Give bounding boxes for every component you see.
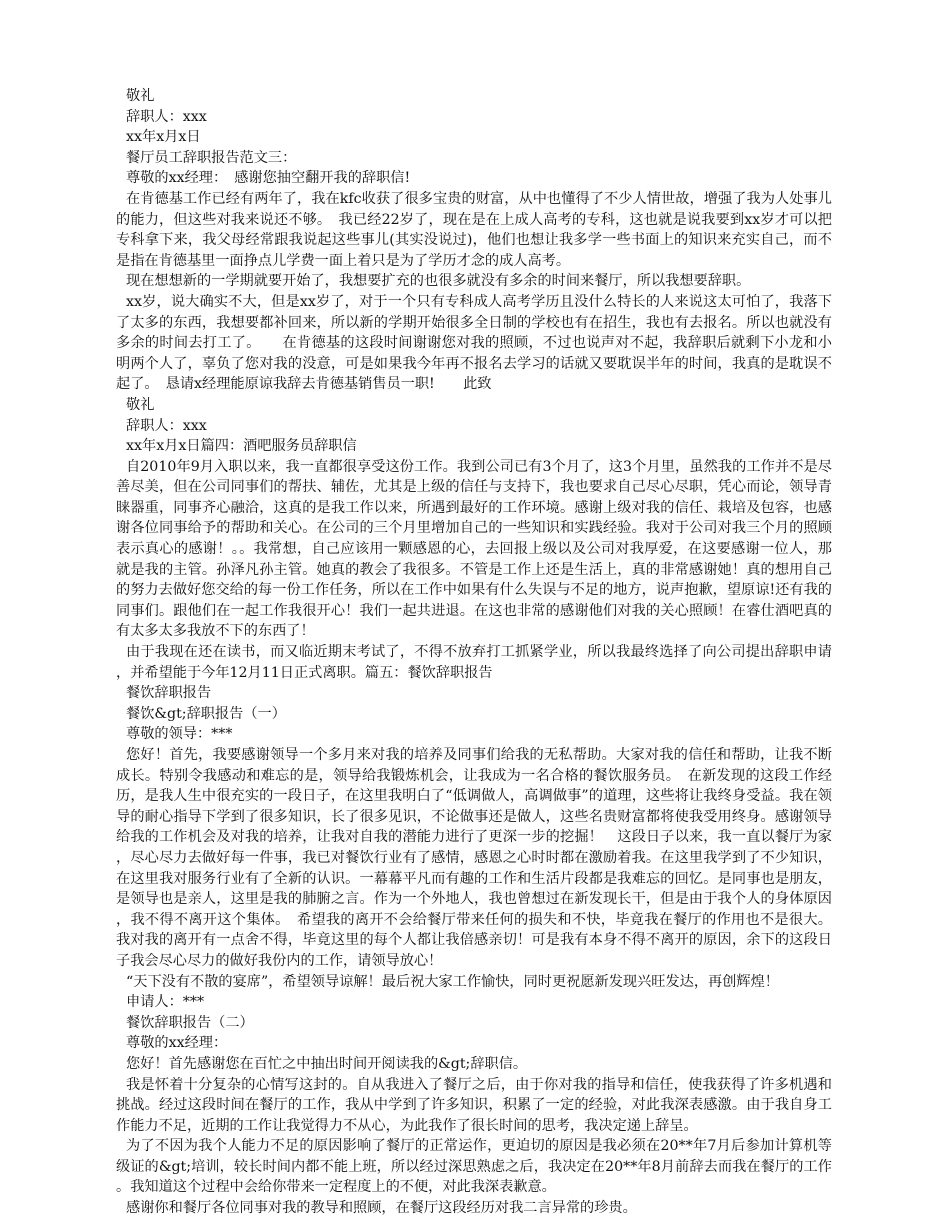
salutation: 尊敬的xx经理： — [126, 1035, 228, 1052]
body-paragraph: 您好！首先，我要感谢领导一个多月来对我的培养及同事们给我的无私帮助。大家对我的信任和帮助，让我不断成长。特别令我感动和难忘的是，领导给我锻炼机会，让我成为一名合格的餐饮服务员。 在新发现的这段工作经历，是我人生中很充实的一段日子，在这里我明白了“低调做人，高调做事”的道理，这些将让我终身受益。我在领导的耐心指导下学到了很多知识，长了很多见识，不论做事还是做人，这些名贵财富都将使我受用终身。感谢领导给我的工作机会及对我的培养，让我对自我的潜能力进行了更深一步的挖掘！ 这段日子以来，我一直以餐厅为家，尽心尽力去做好每一件事，我已对餐饮行业有了感情，感恩之心时时都在激励着我。在这里我学到了不少知识，在这里我对服务行业有了全新的认识。一幕幕平凡而有趣的工作和生活片段都是我难忘的回忆。是同事也是朋友，是领导也是亲人，这里是我的肺腑之言。作为一个外地人，我也曾想过在新发现长干，但是由于我个人的身体原因，我不得不离开这个集体。 希望我的离开不会给餐厅带来任何的损失和不快，毕竟我在餐厅的作用也不是很大。我对我的离开有一点舍不得，毕竟这里的每个人都让我倍感亲切！可是我有本身不得不离开的原因，余下的这段日子我会尽心尽力的做好我份内的工作，请领导放心！ — [116, 747, 832, 969]
salutation: 尊敬的xx经理： 感谢您抽空翻开我的辞职信! — [126, 170, 411, 187]
report-subtitle: 餐饮&gt;辞职报告（一） — [126, 705, 286, 722]
body-paragraph-last: 感谢你和餐厅各位同事对我的教导和照顾，在餐厅这段经历对我二言异常的珍贵。 — [126, 1200, 637, 1217]
signature-applicant: 申请人：*** — [126, 994, 205, 1011]
section-heading: 餐厅员工辞职报告范文三： — [126, 149, 297, 166]
closing-paragraph: “天下没有不散的宴席”，希望领导谅解！最后祝大家工作愉快，同时更祝愿新发现兴旺发达，再创辉煌！ — [126, 973, 779, 990]
signature-resigner: 辞职人：xxx — [126, 417, 207, 434]
body-paragraph: 在肯德基工作已经有两年了，我在kfc收获了很多宝贵的财富，从中也懂得了不少人情世故，增强了我为人处事儿的能力，但这些对我来说还不够。 我已经22岁了，现在是在上成人高考的专科，这也就是说我要到xx岁才可以把专科拿下来，我父母经常跟我说起这些事儿(其实没说过)，他们也想让我多学一些书面上的知识来充实自己，而不是指在肯德基里一面挣点儿学费一面上着只是为了学历才念的成人高考。 — [116, 190, 832, 269]
date-line: xx年x月x日 — [126, 129, 201, 146]
body-paragraph: 由于我现在还在读书，而又临近期末考试了，不得不放弃打工抓紧学业，所以我最终选择了向公司提出辞职申请，并希望能于今年12月11日正式离职。篇五：餐饮辞职报告 — [116, 644, 832, 681]
date-and-section-heading: xx年x月x日篇四：酒吧服务员辞职信 — [126, 438, 357, 455]
report-subtitle: 餐饮辞职报告（二） — [126, 1014, 254, 1031]
body-paragraph: 现在想想新的一学期就要开始了，我想要扩充的也很多就没有多余的时间来餐厅，所以我想要辞职。 — [126, 273, 751, 290]
signature-resigner: 辞职人：xxx — [126, 108, 207, 125]
closing-salute: 敬礼 — [126, 396, 155, 413]
body-paragraph: xx岁，说大确实不大，但是xx岁了，对于一个只有专科成人高考学历且没什么特长的人来说这太可怕了，我落下了太多的东西，我想要都补回来，所以新的学期开始很多全日制的学校也有在招生，我也有去报名。所以也就没有多余的时间去打工了。 在肯德基的这段时间谢谢您对我的照顾，不过也说声对不起，我辞职后就剩下小龙和小明两个人了，辜负了您对我的没意，可是如果我今年再不报名去学习的话就又要耽误半年的时间，我真的是耽误不起了。 恳请x经理能原谅我辞去肯德基销售员一职! 此致 — [116, 293, 832, 393]
closing-salute: 敬礼 — [126, 88, 155, 104]
document-title: 餐饮辞职报告 — [126, 685, 212, 702]
body-paragraph: 我是怀着十分复杂的心情写这封的。自从我进入了餐厅之后，由于你对我的指导和信任，使我获得了许多机遇和挑战。经过这段时间在餐厅的工作，我从中学到了许多知识，积累了一定的经验，对此我深表感激。由于我自身工作能力不足，近期的工作让我觉得力不从心，为此我作了很长时间的思考，我决定递上辞呈。 — [116, 1076, 832, 1134]
salutation: 尊敬的领导：*** — [126, 726, 233, 743]
body-paragraph: 自2010年9月入职以来，我一直都很享受这份工作。我到公司已有3个月了，这3个月里，虽然我的工作并不是尽善尽美，但在公司同事们的帮扶、辅佐，尤其是上级的信任与支持下，我也要求自己尽心尽职，凭心而论，领导青睐器重，同事齐心融洽，这真的是我工作以来，所遇到最好的工作环境。感谢上级对我的信任、栽培及包容，也感谢各位同事给予的帮助和关心。在公司的三个月里增加自己的一些知识和实践经验。我对于公司对我三个月的照顾表示真心的感谢！。。我常想，自己应该用一颗感恩的心，去回报上级以及公司对我厚爱，在这要感谢一位人，那就是我的主管。孙泽凡孙主管。她真的教会了我很多。不管是工作上还是生活上，真的非常感谢她！真的想用自己的努力去做好您交给的每一份工作任务，所以在工作中如果有什么失误与不足的地方，说声抱歉，望原谅!还有我的同事们。跟他们在一起工作我很开心！我们一起共进退。在这也非常的感谢他们对我的关心照顾！在睿仕酒吧真的有太多太多我放不下的东西了！ — [116, 458, 832, 640]
greeting-line: 您好！首先感谢您在百忙之中抽出时间开阅读我的&gt;辞职信。 — [126, 1055, 528, 1072]
body-paragraph: 为了不因为我个人能力不足的原因影响了餐厅的正常运作，更迫切的原因是我必须在20**年7月后参加计算机等级证的&gt;培训，较长时间内都不能上班，所以经过深思熟虑之后，我决定在20**年8月前辞去而我在餐厅的工作。我知道这个过程中会给你带来一定程度上的不便，对此我深表歉意。 — [116, 1138, 832, 1196]
